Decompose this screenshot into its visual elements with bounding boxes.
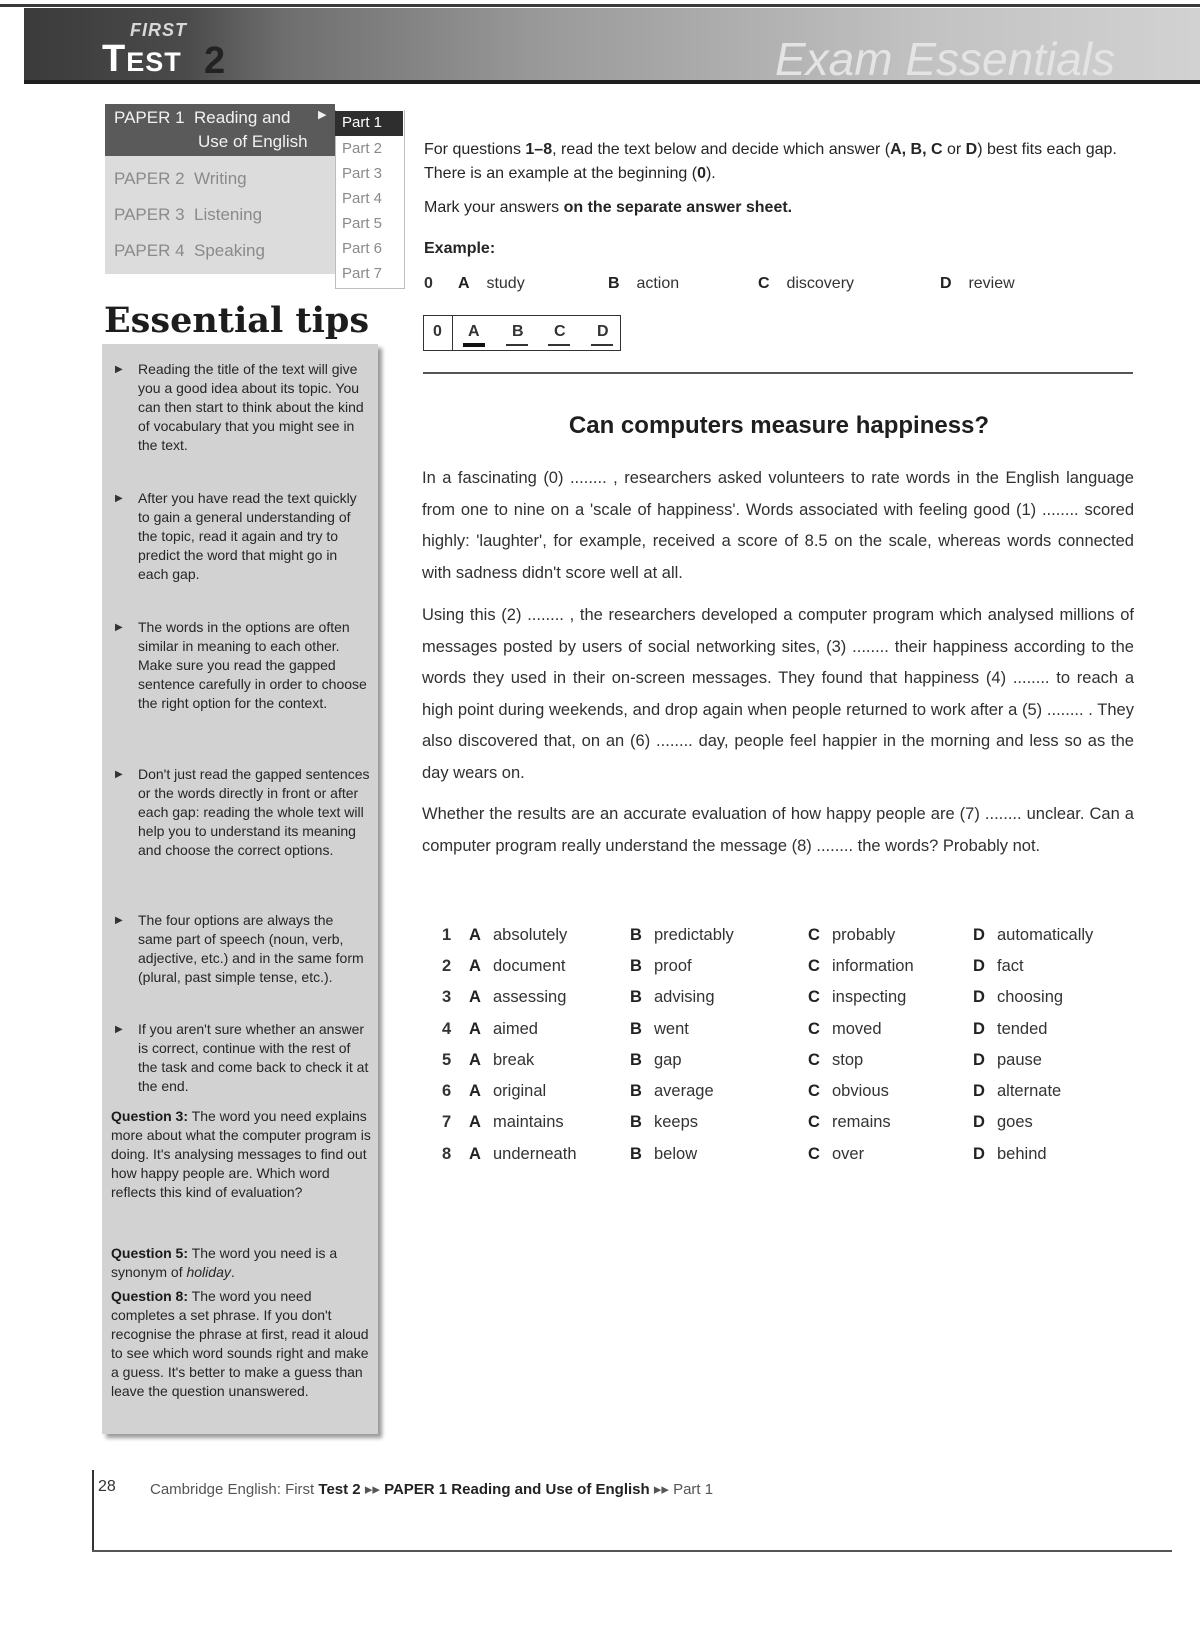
option-1a[interactable]: A absolutely: [469, 926, 568, 944]
tip-arrow-icon: ▶: [115, 1024, 123, 1035]
part-3-tab[interactable]: Part 3: [342, 165, 383, 182]
example-option-d: D review: [940, 275, 1015, 292]
example-label: Example:: [424, 240, 496, 257]
question-8-tip: Question 8: The word you need completes a set phrase. If you don't recognise the phrase at first, read it aloud to see which word sounds right and make a guess. It's better to make a guess than leave the question unanswered.: [111, 1288, 369, 1399]
tip-item: After you have read the text quickly to gain a general understanding of the topic, read it again and try to predict the word that might go in each gap.: [138, 490, 357, 582]
part-2-tab[interactable]: Part 2: [342, 140, 383, 157]
example-option-b: B action: [608, 275, 680, 292]
paper-active-arrow-icon: ▶: [318, 109, 327, 121]
tip-item: Reading the title of the text will give you a good idea about its topic. You can then start to think about the kind of vocabulary that you might see in the text.: [138, 361, 364, 453]
paper-4-item[interactable]: PAPER 4 Speaking: [114, 241, 265, 260]
footer-horizontal-rule: [92, 1550, 1172, 1552]
option-4b[interactable]: B went: [630, 1020, 689, 1038]
option-1d[interactable]: D automatically: [973, 926, 1094, 944]
option-2b[interactable]: B proof: [630, 957, 692, 975]
option-6b[interactable]: B average: [630, 1082, 714, 1100]
top-rule: [0, 4, 1200, 7]
tip-item: The words in the options are often similar in meaning to each other. Make sure you read the gapped sentence carefully in order to choose the right option for the context.: [138, 619, 367, 711]
option-6a[interactable]: A original: [469, 1082, 547, 1100]
test-number: 2: [204, 40, 226, 82]
part-4-tab[interactable]: Part 4: [342, 190, 383, 207]
tip-arrow-icon: ▶: [115, 493, 123, 504]
answer-box-mark-b: [506, 344, 528, 346]
option-8a[interactable]: A underneath: [469, 1145, 577, 1163]
tip-arrow-icon: ▶: [115, 769, 123, 780]
instructions-line-2: Mark your answers on the separate answer sheet.: [424, 199, 793, 216]
part-5-tab[interactable]: Part 5: [342, 215, 383, 232]
question-number: 6: [442, 1082, 452, 1100]
article-title: Can computers measure happiness?: [568, 412, 990, 439]
paper-2-item[interactable]: PAPER 2 Writing: [114, 169, 247, 188]
paper-1-item[interactable]: PAPER 1 Reading and: [114, 108, 291, 127]
option-8b[interactable]: B below: [630, 1145, 698, 1163]
option-2d[interactable]: D fact: [973, 957, 1024, 975]
option-7a[interactable]: A maintains: [469, 1113, 564, 1131]
question-number: 7: [442, 1113, 452, 1131]
option-5b[interactable]: B gap: [630, 1051, 682, 1069]
option-5c[interactable]: C stop: [808, 1051, 864, 1069]
option-4c[interactable]: C moved: [808, 1020, 882, 1038]
tip-arrow-icon: ▶: [115, 622, 123, 633]
answer-box-divider: [452, 316, 453, 350]
question-number: 4: [442, 1020, 452, 1038]
option-2a[interactable]: A document: [469, 957, 566, 975]
option-6d[interactable]: D alternate: [973, 1082, 1062, 1100]
option-3c[interactable]: C inspecting: [808, 988, 907, 1006]
option-8c[interactable]: C over: [808, 1145, 865, 1163]
part-1-tab[interactable]: Part 1: [342, 114, 383, 131]
option-4d[interactable]: D tended: [973, 1020, 1048, 1038]
answer-box-mark-d: [591, 344, 613, 346]
example-answer-box: [423, 315, 621, 351]
option-7c[interactable]: C remains: [808, 1113, 891, 1131]
instructions-line-1: For questions 1–8, read the text below and decide which answer (A, B, C or D) best fits each gap. There is an example at the beginning (0).: [424, 141, 1117, 182]
answer-box-letter-c: C: [554, 323, 566, 340]
tip-item: The four options are always the same part of speech (noun, verb, adjective, etc.) and in the same form (plural, past simple tense, etc.).: [138, 912, 364, 985]
tip-item: If you aren't sure whether an answer is correct, continue with the rest of the task and come back to check it at the end.: [138, 1021, 369, 1094]
answer-box-mark-c: [548, 344, 570, 346]
option-2c[interactable]: C information: [808, 957, 914, 975]
option-7b[interactable]: B keeps: [630, 1113, 699, 1131]
test-label: Test: [102, 38, 182, 80]
tips-title: Essential tips: [104, 300, 370, 341]
answer-box-number: 0: [433, 323, 442, 340]
paper-3-item[interactable]: PAPER 3 Listening: [114, 205, 263, 224]
example-number: 0: [424, 275, 433, 292]
option-3d[interactable]: D choosing: [973, 988, 1064, 1006]
paper-1-item-line2[interactable]: Use of English: [198, 132, 308, 151]
page-number: 28: [98, 1478, 116, 1495]
question-number: 8: [442, 1145, 452, 1163]
article-paragraph-1: In a fascinating (0) ........ , researchers asked volunteers to rate words in the English language from one to nine on a 'scale of happiness'. Words associated with feeling good (1) ........ scored highly: 'laughter', for example, received a score of 8.5 on the scale, whereas words connected with sadness didn't score well at all.: [422, 469, 1134, 582]
separator-rule: [423, 372, 1133, 374]
article-paragraph-3: Whether the results are an accurate evaluation of how happy people are (7) ........ unclear. Can a computer program really understand the message (8) ........ the words? Probably not.: [422, 805, 1134, 855]
question-number: 1: [442, 926, 452, 944]
question-number: 5: [442, 1051, 452, 1069]
exam-essentials-title: Exam Essentials: [775, 33, 1116, 85]
option-3b[interactable]: B advising: [630, 988, 715, 1006]
tip-item: Don't just read the gapped sentences or the words directly in front or after each gap: reading the whole text will help you to understand its meaning and choose the correct options.: [138, 766, 370, 858]
article-paragraph-2: Using this (2) ........ , the researchers developed a computer program which analysed millions of messages posted by users of social networking sites, (3) ........ their happiness according to the words they used in their on-screen messages. They found that happiness (4) ........ to reach a high point during weekends, and drop again when people returned to work after a (5) ........ . They also discovered that, on an (6) ........ day, people feel happier in the morning and less so as the day wears on.: [422, 606, 1134, 782]
first-label: FIRST: [130, 20, 187, 40]
option-1c[interactable]: C probably: [808, 926, 896, 944]
option-1b[interactable]: B predictably: [630, 926, 734, 944]
option-4a[interactable]: A aimed: [469, 1020, 538, 1038]
part-7-tab[interactable]: Part 7: [342, 265, 383, 282]
part-6-tab[interactable]: Part 6: [342, 240, 383, 257]
tip-arrow-icon: ▶: [115, 364, 123, 375]
tip-arrow-icon: ▶: [115, 915, 123, 926]
option-5a[interactable]: A break: [469, 1051, 535, 1069]
question-number: 2: [442, 957, 452, 975]
answer-box-letter-b: B: [512, 323, 524, 340]
answer-box-letter-d: D: [597, 323, 609, 340]
footer-breadcrumb: Cambridge English: First Test 2 ▸▸ PAPER 1 Reading and Use of English ▸▸ Part 1: [150, 1481, 714, 1498]
question-5-tip: Question 5: The word you need is a synonym of holiday.: [111, 1245, 338, 1280]
option-5d[interactable]: D pause: [973, 1051, 1042, 1069]
question-number: 3: [442, 988, 452, 1006]
example-option-a: A study: [458, 275, 525, 292]
option-6c[interactable]: C obvious: [808, 1082, 889, 1100]
option-7d[interactable]: D goes: [973, 1113, 1033, 1131]
option-3a[interactable]: A assessing: [469, 988, 567, 1006]
example-option-c: C discovery: [758, 275, 855, 292]
footer-vertical-rule: [92, 1470, 94, 1552]
question-3-tip: Question 3: The word you need explains more about what the computer program is doing. It's analysing messages to find out how happy people are. Which word reflects this kind of evaluation?: [111, 1108, 371, 1200]
option-8d[interactable]: D behind: [973, 1145, 1047, 1163]
answer-box-mark-a: [463, 343, 485, 347]
answer-box-letter-a: A: [468, 323, 480, 340]
